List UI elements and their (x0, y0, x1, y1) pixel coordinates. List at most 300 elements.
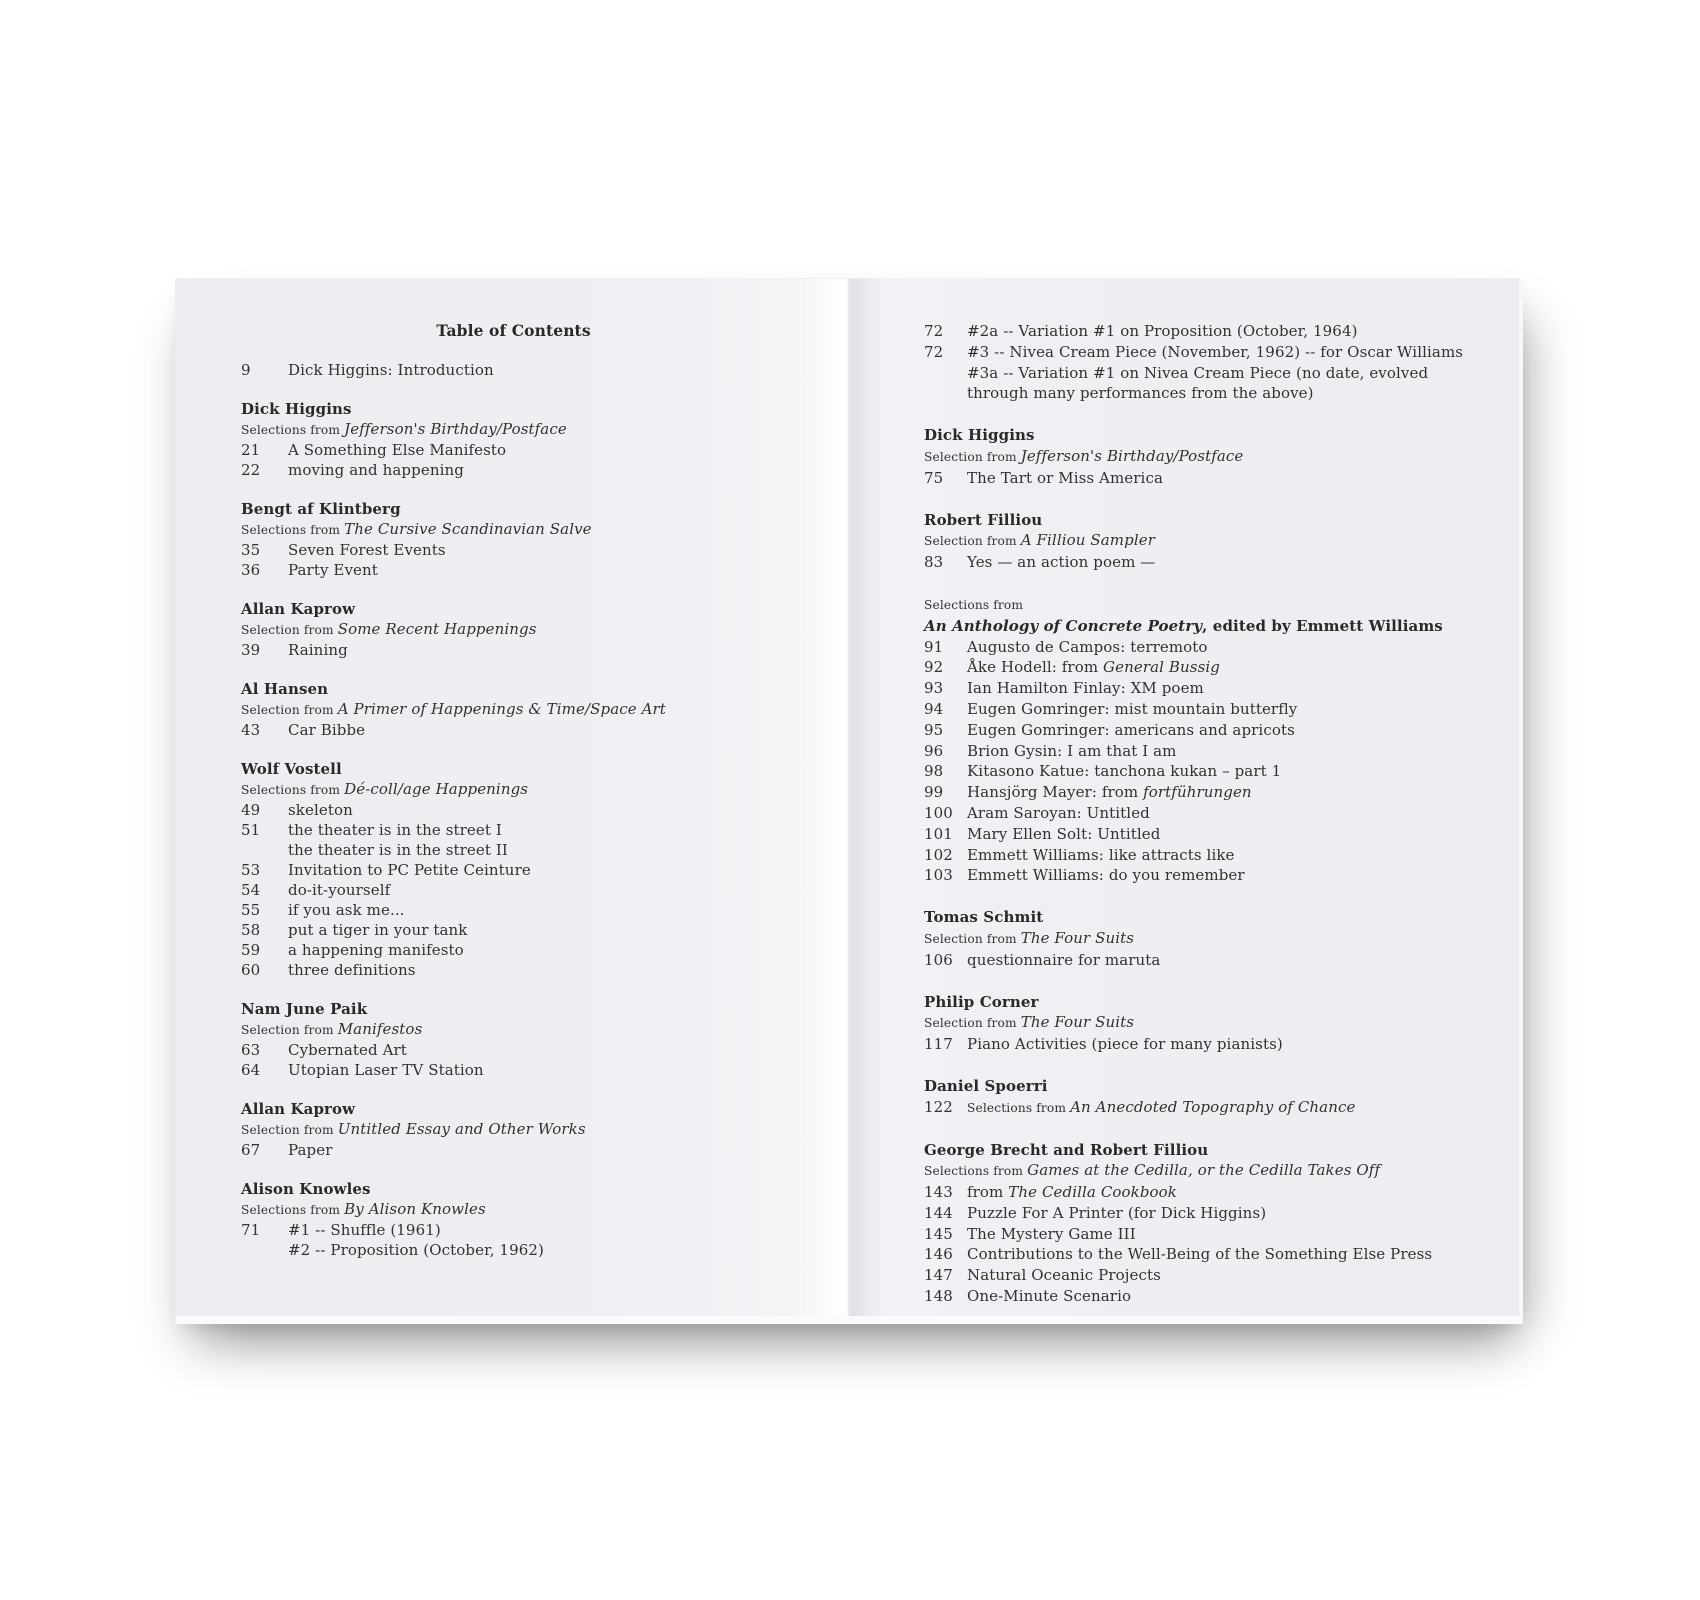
text-segment: Selections from (241, 523, 345, 537)
toc-line (924, 616, 1463, 637)
toc-line (924, 720, 1463, 741)
toc-page-number: 55 (241, 901, 261, 919)
toc-entry-text (967, 1097, 1355, 1119)
toc-line (241, 840, 786, 860)
toc-line (924, 321, 1463, 342)
toc-line (241, 860, 786, 880)
text-segment: One-Minute Scenario (967, 1287, 1132, 1306)
toc-page-number: 9 (241, 361, 251, 379)
toc-line (241, 920, 786, 940)
toc-page-number: 49 (241, 801, 261, 819)
toc-line (241, 360, 786, 380)
toc-page-number: 144 (924, 1203, 953, 1222)
toc-line (241, 640, 786, 660)
toc-entry-text (288, 640, 348, 660)
text-segment: Selections from (924, 1164, 1028, 1179)
text-segment: from (967, 1183, 1009, 1202)
toc-entry-text (241, 1199, 486, 1220)
text-segment: Wolf Vostell (241, 760, 342, 778)
text-segment: Al Hansen (241, 680, 329, 698)
toc-line (924, 1203, 1463, 1224)
toc-entry-text (288, 1040, 407, 1060)
toc-page-number: 94 (924, 699, 944, 718)
toc-title: Table of Contents (436, 321, 591, 340)
toc-line (241, 599, 786, 619)
toc-line (241, 940, 786, 960)
text-segment: Jefferson's Birthday/Postface (344, 420, 567, 438)
text-segment: Emmett Williams: like attracts like (967, 845, 1235, 864)
toc-entry-text (967, 383, 1314, 404)
text-segment: Daniel Spoerri (924, 1076, 1048, 1095)
toc-page-number: 91 (924, 637, 944, 656)
toc-page-number: 67 (241, 1141, 261, 1159)
toc-line (241, 880, 786, 900)
toc-line (924, 530, 1463, 552)
toc-page-number: 146 (924, 1245, 953, 1264)
toc-page-number: 54 (241, 881, 261, 899)
text-segment: Selections from (967, 1100, 1071, 1115)
text-segment: Contributions to the Well-Being of the Something Else Press (967, 1245, 1433, 1264)
text-segment: Some Recent Happenings (337, 620, 537, 638)
toc-section (241, 999, 786, 1080)
text-segment: Aram Saroyan: Untitled (967, 803, 1150, 822)
toc-entry-text (241, 1119, 586, 1140)
toc-line (241, 1140, 786, 1160)
text-segment: skeleton (288, 801, 353, 819)
text-segment: Emmett Williams: do you remember (967, 866, 1245, 885)
toc-entry-text (288, 1220, 441, 1240)
toc-line (241, 1240, 786, 1260)
toc-line (241, 399, 786, 419)
text-segment: Car Bibbe (288, 721, 366, 739)
toc-page-number: 95 (924, 720, 944, 739)
toc-entry-text (967, 321, 1358, 342)
toc-line (241, 460, 786, 480)
book-spread (175, 278, 1523, 1324)
toc-page-number: 101 (924, 824, 953, 843)
toc-page-number: 43 (241, 721, 261, 739)
toc-line (924, 1076, 1463, 1097)
toc-entry-text (288, 1140, 333, 1160)
text-segment: Dé-coll/age Happenings (344, 780, 529, 798)
toc-line (241, 499, 786, 519)
toc-line (241, 1119, 786, 1140)
toc-entry-text (967, 741, 1177, 762)
text-segment: A Primer of Happenings & Time/Space Art (337, 700, 666, 718)
toc-line (924, 782, 1463, 803)
text-segment: Untitled Essay and Other Works (337, 1120, 586, 1138)
page-right (924, 321, 1463, 1307)
toc-entry-text (288, 960, 416, 980)
text-segment: Selection from (241, 623, 338, 637)
toc-line (924, 1182, 1463, 1203)
toc-line (924, 425, 1463, 446)
text-segment: Hansjörg Mayer: from (967, 783, 1144, 802)
toc-section (241, 399, 786, 480)
text-segment: Jefferson's Birthday/Postface (1020, 446, 1244, 465)
left-page-sections (241, 360, 786, 1260)
toc-line (924, 383, 1463, 404)
toc-entry-text (288, 560, 378, 580)
toc-line (241, 679, 786, 699)
text-segment: General Bussig (1103, 658, 1220, 677)
toc-page-number: 92 (924, 658, 944, 677)
toc-line (924, 342, 1463, 363)
toc-page-number: 72 (924, 322, 944, 340)
toc-line (924, 741, 1463, 762)
toc-line (241, 560, 786, 580)
toc-line (924, 1224, 1463, 1245)
toc-entry-text (967, 552, 1155, 573)
text-segment: Selection from (241, 703, 338, 717)
toc-page-number: 63 (241, 1041, 261, 1059)
toc-page-number: 148 (924, 1287, 953, 1306)
text-segment: Dick Higgins (924, 426, 1035, 445)
toc-entry-text (924, 1012, 1134, 1034)
text-segment: Party Event (288, 561, 378, 579)
toc-line (241, 1040, 786, 1060)
text-segment: Cybernated Art (288, 1041, 407, 1059)
toc-entry-text (288, 360, 494, 380)
toc-entry-text (924, 907, 1043, 928)
text-segment: through many performances from the above) (967, 384, 1314, 403)
text-segment: Selection from (924, 449, 1021, 464)
toc-page-number: 102 (924, 845, 953, 864)
toc-line (241, 1060, 786, 1080)
toc-line (924, 510, 1463, 531)
toc-page-number: 36 (241, 561, 261, 579)
text-segment: Eugen Gomringer: mist mountain butterfly (967, 699, 1298, 718)
toc-entry-text (967, 1182, 1177, 1203)
toc-entry-text (241, 619, 537, 640)
text-segment: The Four Suits (1020, 928, 1135, 947)
toc-line (241, 820, 786, 840)
toc-entry-text (288, 840, 508, 860)
toc-entry-text (924, 928, 1134, 950)
toc-line (241, 999, 786, 1019)
text-segment: the theater is in the street I (288, 821, 502, 839)
text-segment: Philip Corner (924, 992, 1039, 1011)
toc-entry-text (967, 1203, 1266, 1224)
toc-line (924, 594, 1463, 616)
toc-page-number: 100 (924, 803, 953, 822)
text-segment: put a tiger in your tank (288, 921, 468, 939)
toc-line (924, 1097, 1463, 1119)
text-segment: Kitasono Katue: tanchona kukan – part 1 (967, 762, 1282, 781)
toc-page-number: 117 (924, 1035, 953, 1054)
toc-section (924, 594, 1463, 886)
toc-section (241, 679, 786, 740)
toc-line (924, 699, 1463, 720)
toc-entry-text (924, 425, 1035, 446)
toc-line (924, 552, 1463, 573)
text-segment: An Anthology of Concrete Poetry (924, 616, 1203, 635)
text-segment: Åke Hodell: from (967, 658, 1104, 677)
toc-line (924, 363, 1463, 384)
text-segment: A Filliou Sampler (1020, 531, 1155, 550)
toc-entry-text (967, 1034, 1283, 1055)
toc-entry-text (241, 519, 592, 540)
toc-entry-text (241, 679, 328, 699)
toc-line (241, 900, 786, 920)
toc-line (241, 699, 786, 720)
text-segment: A Something Else Manifesto (288, 441, 507, 459)
toc-line (924, 678, 1463, 699)
toc-entry-text (924, 1160, 1380, 1182)
toc-entry-text (241, 419, 567, 440)
toc-entry-text (241, 999, 367, 1019)
toc-entry-text (241, 499, 401, 519)
toc-entry-text (288, 440, 506, 460)
text-segment: The Cedilla Cookbook (1008, 1183, 1178, 1202)
text-segment: moving and happening (288, 461, 464, 479)
toc-entry-text (288, 940, 464, 960)
toc-entry-text (967, 803, 1150, 824)
toc-entry-text (967, 782, 1252, 803)
toc-section (924, 992, 1463, 1055)
right-page-sections (924, 321, 1463, 1307)
toc-entry-text (288, 920, 467, 940)
toc-entry-text (967, 363, 1428, 384)
text-segment: Paper (288, 1141, 333, 1159)
text-segment: Eugen Gomringer: americans and apricots (967, 720, 1295, 739)
text-segment: Selections from (924, 597, 1024, 612)
toc-entry-text (288, 800, 353, 820)
toc-entry-text (967, 720, 1295, 741)
toc-page-number: 22 (241, 461, 261, 479)
text-segment: Dick Higgins: Introduction (288, 361, 494, 379)
text-segment: Augusto de Campos: terremoto (967, 637, 1208, 656)
text-segment: Mary Ellen Solt: Untitled (967, 824, 1161, 843)
toc-line (241, 800, 786, 820)
toc-page-number: 103 (924, 866, 953, 885)
text-segment: a happening manifesto (288, 941, 464, 959)
text-segment: Bengt af Klintberg (241, 500, 401, 518)
text-segment: questionnaire for maruta (967, 950, 1161, 969)
toc-section (241, 499, 786, 580)
toc-line (241, 540, 786, 560)
text-segment: Selection from (924, 1016, 1021, 1031)
toc-page-number: 71 (241, 1221, 261, 1239)
toc-line (924, 1140, 1463, 1161)
toc-entry-text (241, 599, 355, 619)
text-segment: The Four Suits (1020, 1013, 1135, 1032)
toc-section (924, 510, 1463, 573)
toc-line (924, 865, 1463, 886)
toc-entry-text (967, 761, 1281, 782)
text-segment: , edited by Emmett Williams (1202, 616, 1443, 635)
toc-line (241, 519, 786, 540)
toc-line (924, 907, 1463, 928)
text-segment: Raining (288, 641, 348, 659)
text-segment: The Mystery Game III (967, 1224, 1136, 1243)
toc-entry-text (288, 460, 464, 480)
toc-section (924, 321, 1463, 404)
text-segment: An Anecdoted Topography of Chance (1070, 1097, 1356, 1116)
toc-entry-text (288, 880, 390, 900)
toc-page-number: 58 (241, 921, 261, 939)
text-segment: Yes — an action poem — (967, 553, 1156, 572)
text-segment: Robert Filliou (924, 510, 1043, 529)
toc-entry-text (967, 1224, 1136, 1245)
toc-entry-text (924, 992, 1039, 1013)
toc-entry-text (241, 1099, 355, 1119)
toc-page-number: 59 (241, 941, 261, 959)
text-segment: Allan Kaprow (241, 600, 356, 618)
toc-section (924, 907, 1463, 970)
toc-page-number: 147 (924, 1266, 953, 1285)
toc-entry-text (924, 1076, 1048, 1097)
toc-entry-text (288, 1060, 484, 1080)
toc-line (241, 1099, 786, 1119)
toc-section (241, 1099, 786, 1160)
text-segment: Selection from (241, 1123, 338, 1137)
toc-entry-text (967, 678, 1204, 699)
toc-page-number: 60 (241, 961, 261, 979)
toc-page-number: 106 (924, 950, 953, 969)
toc-entry-text (967, 657, 1220, 678)
text-segment: Seven Forest Events (288, 541, 446, 559)
toc-section (241, 1179, 786, 1260)
text-segment: Selections from (241, 783, 345, 797)
text-segment: Brion Gysin: I am that I am (967, 741, 1177, 760)
toc-entry-text (241, 399, 352, 419)
toc-entry-text (967, 468, 1163, 489)
text-segment: The Cursive Scandinavian Salve (344, 520, 592, 538)
toc-line (241, 779, 786, 800)
toc-page-number: 98 (924, 762, 944, 781)
text-segment: Natural Oceanic Projects (967, 1266, 1161, 1285)
text-segment: Invitation to PC Petite Ceinture (288, 861, 531, 879)
text-segment: Puzzle For A Printer (for Dick Higgins) (967, 1203, 1267, 1222)
toc-page-number: 51 (241, 821, 261, 839)
toc-section (241, 360, 786, 380)
toc-page-number: 39 (241, 641, 261, 659)
toc-entry-text (288, 820, 502, 840)
toc-entry-text (288, 540, 446, 560)
toc-line (924, 657, 1463, 678)
toc-line (241, 759, 786, 779)
page-left (241, 321, 786, 1260)
toc-section (924, 1140, 1463, 1307)
toc-entry-text (241, 1179, 371, 1199)
toc-entry-text (924, 616, 1443, 637)
toc-page-number: 83 (924, 553, 944, 572)
toc-page-number: 75 (924, 468, 944, 487)
toc-entry-text (967, 824, 1160, 845)
toc-page-number: 143 (924, 1183, 953, 1202)
toc-entry-text (241, 779, 528, 800)
text-segment: #3 -- Nivea Cream Piece (November, 1962) -- for Oscar Williams (967, 342, 1464, 361)
toc-entry-text (288, 1240, 544, 1260)
text-segment: fortführungen (1143, 783, 1252, 802)
text-segment: Alison Knowles (241, 1180, 371, 1198)
text-segment: Games at the Cedilla, or the Cedilla Takes Off (1027, 1161, 1381, 1180)
toc-entry-text (241, 699, 666, 720)
text-segment: if you ask me... (288, 901, 405, 919)
toc-line (924, 1265, 1463, 1286)
text-segment: George Brecht and Robert Filliou (924, 1140, 1209, 1159)
toc-page-number: 145 (924, 1224, 953, 1243)
text-segment: do-it-yourself (288, 881, 391, 899)
toc-line (924, 1244, 1463, 1265)
text-segment: Piano Activities (piece for many pianists) (967, 1035, 1283, 1054)
toc-page-number: 64 (241, 1061, 261, 1079)
toc-page-number: 72 (924, 342, 944, 361)
toc-line (241, 419, 786, 440)
text-segment: Selection from (924, 931, 1021, 946)
text-segment: Selections from (241, 423, 345, 437)
toc-entry-text (924, 530, 1155, 552)
toc-page-number: 35 (241, 541, 261, 559)
toc-line (924, 1160, 1463, 1182)
toc-section (241, 599, 786, 660)
text-segment: Selections from (241, 1203, 345, 1217)
toc-line (924, 950, 1463, 971)
text-segment: Dick Higgins (241, 400, 352, 418)
toc-entry-text (241, 1019, 422, 1040)
text-segment: Tomas Schmit (924, 908, 1044, 927)
toc-line (241, 1179, 786, 1199)
toc-section (924, 425, 1463, 488)
toc-line (241, 440, 786, 460)
text-segment: #1 -- Shuffle (1961) (288, 1221, 441, 1239)
text-segment: Allan Kaprow (241, 1100, 356, 1118)
toc-line (924, 928, 1463, 950)
toc-page-number: 99 (924, 783, 944, 802)
toc-line (924, 845, 1463, 866)
toc-entry-text (967, 699, 1297, 720)
toc-page-number: 96 (924, 741, 944, 760)
toc-entry-text (924, 446, 1243, 468)
toc-line (241, 1019, 786, 1040)
toc-entry-text (924, 510, 1042, 531)
toc-line (924, 637, 1463, 658)
toc-entry-text (288, 900, 405, 920)
toc-line (241, 619, 786, 640)
text-segment: Nam June Paik (241, 1000, 368, 1018)
toc-section (924, 1076, 1463, 1119)
text-segment: three definitions (288, 961, 416, 979)
toc-line (241, 1199, 786, 1220)
toc-line (241, 960, 786, 980)
toc-line (924, 761, 1463, 782)
text-segment: By Alison Knowles (344, 1200, 486, 1218)
text-segment: #2 -- Proposition (October, 1962) (288, 1241, 544, 1259)
toc-line (924, 803, 1463, 824)
text-segment: Selection from (924, 534, 1021, 549)
toc-line (924, 446, 1463, 468)
toc-page-number: 122 (924, 1097, 953, 1116)
text-segment: Utopian Laser TV Station (288, 1061, 484, 1079)
toc-line (924, 468, 1463, 489)
text-segment: #3a -- Variation #1 on Nivea Cream Piece (no date, evolved (967, 363, 1429, 382)
toc-line (924, 992, 1463, 1013)
toc-line (241, 720, 786, 740)
toc-entry-text (241, 759, 342, 779)
toc-entry-text (924, 1140, 1208, 1161)
toc-entry-text (967, 1286, 1131, 1307)
text-segment: Selection from (241, 1023, 338, 1037)
toc-line (924, 1034, 1463, 1055)
text-segment: Ian Hamilton Finlay: XM poem (967, 679, 1204, 698)
toc-entry-text (967, 342, 1463, 363)
text-segment: Manifestos (337, 1020, 423, 1038)
toc-page-number: 93 (924, 679, 944, 698)
toc-line (924, 1012, 1463, 1034)
book-spine-gutter (793, 279, 903, 1316)
text-segment: the theater is in the street II (288, 841, 508, 859)
